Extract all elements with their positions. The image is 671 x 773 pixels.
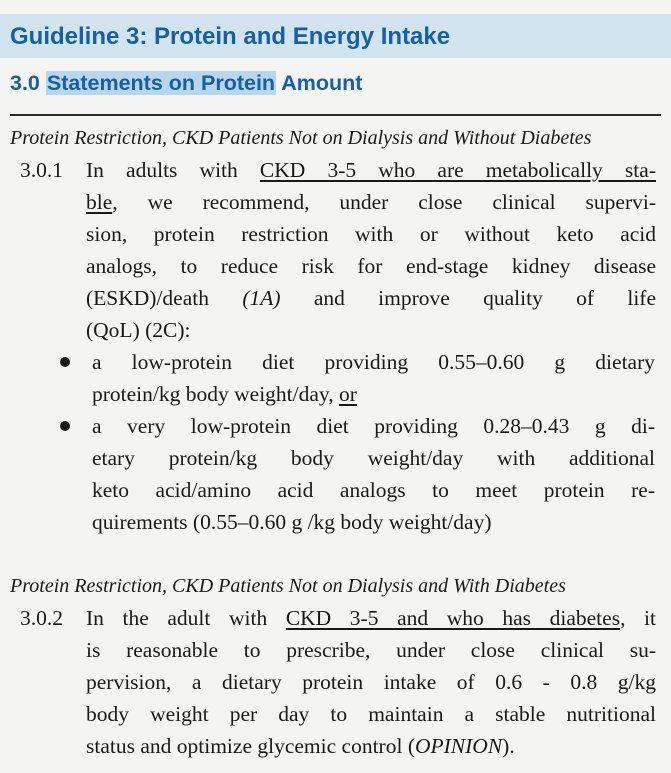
subsection-heading-without-diabetes: Protein Restriction, CKD Patients Not on Dialysis and Without Diabetes <box>10 127 592 149</box>
statement-line: status and optimize glycemic control (OPINION). <box>86 734 515 758</box>
section-title-highlighted[interactable]: Statements on Protein <box>46 71 276 95</box>
statement-line: is reasonable to prescribe, under close clinical su- <box>86 638 656 662</box>
statement-line: (QoL) (2C): <box>86 318 191 342</box>
underlined-ckd-stable-cont: ble <box>86 190 113 214</box>
bullet-line: etary protein/kg body weight/day with additional <box>92 446 655 470</box>
statement-line: In adults with CKD 3-5 who are metabolically sta- <box>86 158 656 182</box>
section-title-rest: Amount <box>281 71 363 95</box>
section-number: 3.0 <box>10 71 40 95</box>
evidence-grade: (1A) <box>242 286 281 310</box>
underlined-or: or <box>339 382 357 406</box>
statement-line: body weight per day to maintain a stable nutritional <box>86 702 656 726</box>
statement-number-3-0-1: 3.0.1 <box>20 158 63 182</box>
statement-line: (ESKD)/death (1A) and improve quality of life <box>86 286 657 310</box>
bullet-line: a low-protein diet providing 0.55–0.60 g dietary <box>92 350 655 374</box>
bullet-line: a very low-protein diet providing 0.28–0.43 g di- <box>92 414 655 438</box>
bullet-dot <box>60 357 70 367</box>
section-title <box>10 69 362 97</box>
underlined-ckd-diabetes: CKD 3-5 and who has diabetes <box>285 606 621 630</box>
subsection-heading-with-diabetes: Protein Restriction, CKD Patients Not on Dialysis and With Diabetes <box>10 575 566 597</box>
statement-line: pervision, a dietary protein intake of 0.6 - 0.8 g/kg <box>86 670 656 694</box>
statement-number-3-0-2: 3.0.2 <box>20 606 63 630</box>
bullet-line: protein/kg body weight/day, or <box>92 382 357 406</box>
bullet-line: quirements (0.55–0.60 g /kg body weight/day) <box>92 510 492 534</box>
bullet-dot <box>60 421 70 431</box>
statement-line: In the adult with CKD 3-5 and who has diabetes, it <box>86 606 656 630</box>
statement-line: sion, protein restriction with or without keto acid <box>86 222 656 246</box>
statement-line: ble, we recommend, under close clinical supervi- <box>86 190 656 214</box>
guideline-title: Guideline 3: Protein and Energy Intake <box>10 23 451 50</box>
statement-line: analogs, to reduce risk for end-stage kidney disease <box>86 254 656 278</box>
evidence-grade: OPINION <box>414 734 503 758</box>
underlined-ckd-stable: CKD 3-5 who are metabolically sta- <box>259 158 656 182</box>
section-divider <box>10 114 661 116</box>
bullet-line: keto acid/amino acid analogs to meet protein re- <box>92 478 655 502</box>
